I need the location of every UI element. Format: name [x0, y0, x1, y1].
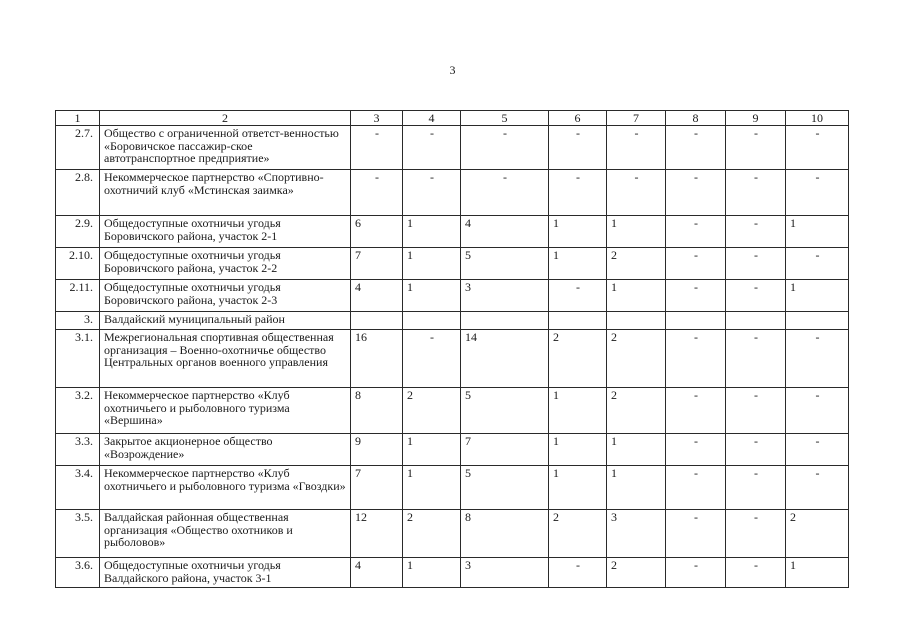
row-number: 3.3. [56, 434, 100, 466]
value-cell: 2 [607, 388, 666, 434]
value-cell: 3 [461, 280, 549, 312]
organization-name: Некоммерческое партнерство «Спортивно-охотничий клуб «Мстинская заимка» [100, 170, 351, 216]
value-cell: 1 [549, 216, 607, 248]
table-row [56, 558, 849, 588]
value-cell: - [403, 126, 461, 170]
value-cell: - [461, 126, 549, 170]
organization-name: Некоммерческое партнерство «Клуб охотничьего и рыболовного туризма «Гвоздки» [100, 466, 351, 510]
value-cell: - [351, 170, 403, 216]
value-cell: 3 [461, 558, 549, 588]
organization-name: Общество с ограниченной ответст-венностью «Боровичское пассажир-ское автотранспортное предприятие» [100, 126, 351, 170]
column-header: 2 [100, 111, 351, 126]
value-cell: - [666, 280, 726, 312]
organization-name: Общедоступные охотничьи угодья Боровичского района, участок 2-1 [100, 216, 351, 248]
value-cell: - [403, 170, 461, 216]
value-cell: 16 [351, 330, 403, 388]
table-row [56, 170, 849, 216]
hunting-grounds-table [55, 110, 849, 588]
row-number: 3. [56, 312, 100, 330]
page-number: 3 [449, 63, 456, 77]
value-cell [549, 312, 607, 330]
value-cell: - [666, 434, 726, 466]
value-cell: 8 [461, 510, 549, 558]
value-cell: 7 [461, 434, 549, 466]
value-cell [726, 312, 786, 330]
row-number: 3.2. [56, 388, 100, 434]
value-cell: 1 [786, 216, 849, 248]
value-cell: - [726, 280, 786, 312]
value-cell: 1 [403, 558, 461, 588]
value-cell: - [726, 558, 786, 588]
table-row [56, 126, 849, 170]
value-cell: - [726, 510, 786, 558]
value-cell: 3 [607, 510, 666, 558]
table-row [56, 388, 849, 434]
value-cell: 2 [403, 510, 461, 558]
value-cell: 4 [351, 280, 403, 312]
value-cell: - [726, 434, 786, 466]
value-cell: 1 [403, 466, 461, 510]
organization-name: Общедоступные охотничьи угодья Валдайского района, участок 3-1 [100, 558, 351, 588]
value-cell: - [786, 170, 849, 216]
value-cell: 1 [607, 466, 666, 510]
value-cell: - [666, 170, 726, 216]
value-cell: - [549, 170, 607, 216]
table-row [56, 434, 849, 466]
value-cell: 1 [607, 216, 666, 248]
row-number: 2.9. [56, 216, 100, 248]
value-cell: - [726, 248, 786, 280]
value-cell: 1 [549, 248, 607, 280]
value-cell: - [786, 126, 849, 170]
value-cell: - [403, 330, 461, 388]
value-cell: - [786, 466, 849, 510]
value-cell [351, 312, 403, 330]
column-header: 6 [549, 111, 607, 126]
row-number: 2.11. [56, 280, 100, 312]
table-header-row [56, 111, 849, 126]
value-cell: - [666, 126, 726, 170]
row-number: 2.7. [56, 126, 100, 170]
value-cell: 1 [607, 434, 666, 466]
value-cell: 2 [607, 558, 666, 588]
value-cell: - [666, 510, 726, 558]
value-cell: 5 [461, 388, 549, 434]
value-cell [666, 312, 726, 330]
value-cell: - [666, 466, 726, 510]
table-row [56, 330, 849, 388]
row-number: 2.8. [56, 170, 100, 216]
value-cell [461, 312, 549, 330]
value-cell: - [726, 388, 786, 434]
value-cell: 5 [461, 248, 549, 280]
value-cell: - [786, 388, 849, 434]
value-cell: 4 [461, 216, 549, 248]
value-cell: 1 [403, 248, 461, 280]
table-row [56, 248, 849, 280]
value-cell: - [786, 248, 849, 280]
value-cell: 1 [786, 280, 849, 312]
value-cell: 2 [403, 388, 461, 434]
value-cell: 14 [461, 330, 549, 388]
table-row [56, 466, 849, 510]
value-cell: - [666, 388, 726, 434]
value-cell: 2 [786, 510, 849, 558]
value-cell: 2 [607, 248, 666, 280]
column-header: 3 [351, 111, 403, 126]
value-cell: 1 [549, 388, 607, 434]
column-header: 9 [726, 111, 786, 126]
value-cell: 7 [351, 466, 403, 510]
value-cell: - [666, 248, 726, 280]
value-cell [403, 312, 461, 330]
value-cell: 8 [351, 388, 403, 434]
column-header: 5 [461, 111, 549, 126]
value-cell: 1 [403, 280, 461, 312]
column-header: 8 [666, 111, 726, 126]
organization-name: Общедоступные охотничьи угодья Боровичского района, участок 2-2 [100, 248, 351, 280]
column-header: 7 [607, 111, 666, 126]
row-number: 3.1. [56, 330, 100, 388]
value-cell: - [549, 558, 607, 588]
value-cell: 2 [607, 330, 666, 388]
value-cell: 1 [549, 434, 607, 466]
organization-name: Закрытое акционерное общество «Возрождение» [100, 434, 351, 466]
value-cell: 1 [403, 434, 461, 466]
value-cell: - [607, 126, 666, 170]
organization-name: Некоммерческое партнерство «Клуб охотничьего и рыболовного туризма «Вершина» [100, 388, 351, 434]
column-header: 1 [56, 111, 100, 126]
value-cell: 1 [549, 466, 607, 510]
row-number: 3.6. [56, 558, 100, 588]
table-row [56, 312, 849, 330]
value-cell: - [666, 216, 726, 248]
value-cell: 2 [549, 510, 607, 558]
value-cell: 6 [351, 216, 403, 248]
row-number: 2.10. [56, 248, 100, 280]
value-cell: - [351, 126, 403, 170]
row-number: 3.4. [56, 466, 100, 510]
value-cell: 7 [351, 248, 403, 280]
organization-name: Общедоступные охотничьи угодья Боровичского района, участок 2-3 [100, 280, 351, 312]
value-cell: 9 [351, 434, 403, 466]
value-cell [607, 312, 666, 330]
table-row [56, 510, 849, 558]
value-cell: 2 [549, 330, 607, 388]
value-cell [786, 312, 849, 330]
value-cell: - [666, 558, 726, 588]
value-cell: - [607, 170, 666, 216]
organization-name: Межрегиональная спортивная общественная организация – Военно-охотничье общество Центральных органов военного управления [100, 330, 351, 388]
organization-name: Валдайский муниципальный район [100, 312, 351, 330]
row-number: 3.5. [56, 510, 100, 558]
value-cell: 4 [351, 558, 403, 588]
value-cell: 1 [786, 558, 849, 588]
value-cell: 1 [403, 216, 461, 248]
value-cell: 5 [461, 466, 549, 510]
value-cell: - [549, 126, 607, 170]
value-cell: 1 [607, 280, 666, 312]
value-cell: 12 [351, 510, 403, 558]
value-cell: - [726, 330, 786, 388]
value-cell: - [726, 216, 786, 248]
value-cell: - [549, 280, 607, 312]
value-cell: - [726, 466, 786, 510]
value-cell: - [726, 126, 786, 170]
table-row [56, 216, 849, 248]
organization-name: Валдайская районная общественная организация «Общество охотников и рыболовов» [100, 510, 351, 558]
value-cell: - [786, 330, 849, 388]
value-cell: - [461, 170, 549, 216]
value-cell: - [666, 330, 726, 388]
value-cell: - [726, 170, 786, 216]
value-cell: - [786, 434, 849, 466]
table-row [56, 280, 849, 312]
column-header: 4 [403, 111, 461, 126]
column-header: 10 [786, 111, 849, 126]
